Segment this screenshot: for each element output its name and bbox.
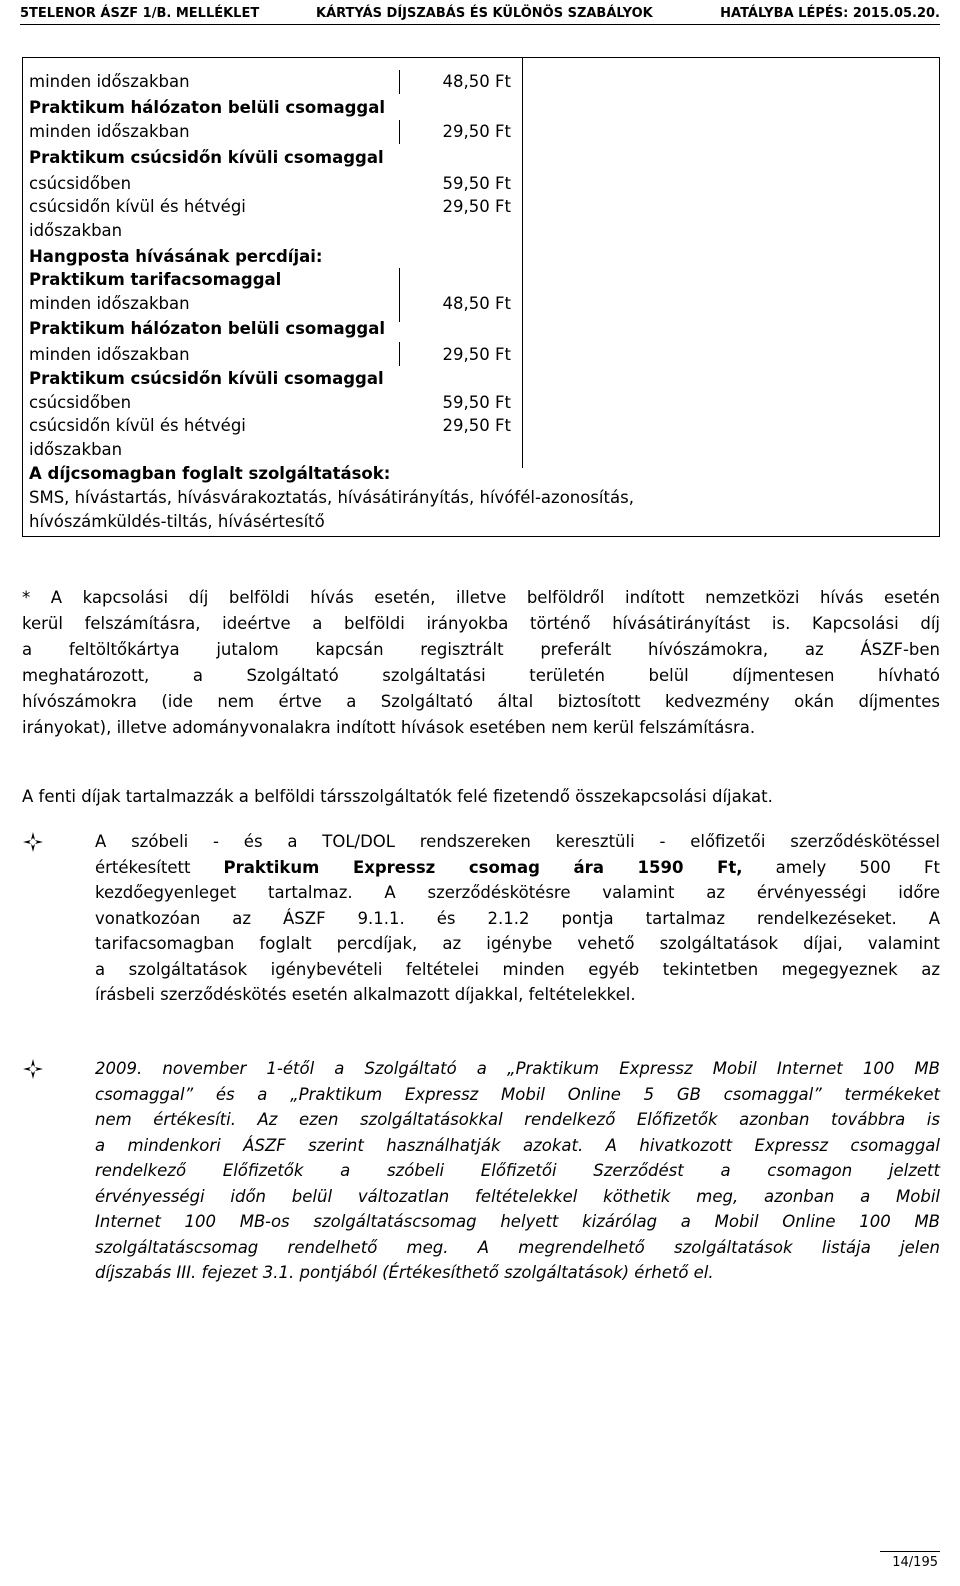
text-line: csomaggal” és a „Praktikum Expressz Mobil Online 5 GB csomaggal” termékeket [95,1084,940,1104]
table-row: SMS, hívástartás, hívásvárakoztatás, hívásátirányítás, hívófél-azonosítás, [29,488,634,507]
cell-divider [399,268,400,292]
table-row: hívószámküldés-tiltás, hívásértesítő [29,512,325,531]
table-row: időszakban [29,440,123,459]
price-cell: 48,50 Ft [442,294,511,313]
text-line: meghatározott, a Szolgáltató szolgáltatási területén belül díjmentesen hívható [22,666,940,685]
text-line: A fenti díjak tartalmazzák a belföldi társszolgáltatók felé fizetendő összekapcsolási díjakat. [22,787,773,806]
table-row: csúcsidőn kívül és hétvégi [29,197,246,216]
table-section-heading: Praktikum hálózaton belüli csomaggal [29,98,385,117]
text-fragment: amely 500 Ft [775,857,940,877]
table-section-heading: Praktikum csúcsidőn kívüli csomaggal [29,369,384,388]
footer-rule [880,1551,940,1552]
text-line: szolgáltatáscsomag rendelhető meg. A megrendelhető szolgáltatások listája jelen [95,1237,940,1257]
text-line [95,855,940,881]
text-line: díjszabás III. fejezet 3.1. pontjából (Értékesíthető szolgáltatások) érhető el. [95,1263,714,1282]
table-section-heading: Praktikum hálózaton belüli csomaggal [29,319,385,338]
text-line: vonatkozóan az ÁSZF 9.1.1. és 2.1.2 pontja tartalmaz rendelkezéseket. A [95,908,940,928]
table-row: csúcsidőben [29,174,132,193]
text-line: nem értékesíti. Az ezen szolgáltatásokkal rendelkező Előfizetők azonban továbbra is [95,1110,940,1129]
text-fragment: értékesített [95,857,191,877]
text-line: írásbeli szerződéskötés esetén alkalmazott díjakkal, feltételekkel. [95,985,636,1004]
text-line: * A kapcsolási díj belföldi hívás esetén, illetve belföldről indított nemzetközi hívás esetén [22,588,940,607]
cell-divider [399,70,400,94]
cell-divider [522,58,523,268]
text-line: rendelkező Előfizetők a szóbeli Előfizetői Szerződést a csomagon jelzett [95,1161,940,1180]
text-line: irányokat), illetve adományvonalakra indított hívások esetében nem kerül felszámításra. [22,718,756,737]
cell-divider [399,342,400,366]
table-row: minden időszakban [29,72,190,91]
diamond-bullet-icon [22,831,52,857]
price-cell: 29,50 Ft [442,416,511,435]
cell-divider [399,292,400,322]
footnote-paragraph [22,585,940,741]
text-line: A szóbeli - és a TOL/DOL rendszereken keresztüli - előfizetői szerződéskötéssel [95,832,940,851]
header-document: 5TELENOR ÁSZF 1/B. MELLÉKLET [20,6,260,21]
table-section-heading: A díjcsomagban foglalt szolgáltatások: [29,464,391,483]
text-line: Internet 100 MB-os szolgáltatáscsomag helyett kizárólag a Mobil Online 100 MB [95,1212,940,1231]
price-cell: 59,50 Ft [442,174,511,193]
page-number: 14/195 [892,1555,938,1570]
table-row: időszakban [29,221,123,240]
bullet-paragraph-internet [95,1056,940,1286]
text-line: tarifacsomagban foglalt percdíjak, az igénybe vehető szolgáltatások díjai, valamint [95,934,940,953]
price-cell: 29,50 Ft [442,122,511,141]
table-section-heading: Praktikum csúcsidőn kívüli csomaggal [29,148,384,167]
table-section-heading: Hangposta hívásának percdíjai: [29,247,323,266]
table-row: minden időszakban [29,122,190,141]
price-cell: 59,50 Ft [442,393,511,412]
page-header [20,2,940,25]
text-line: a mindenkori ÁSZF szerint használhatják azokat. A hivatkozott Expressz csomaggal [95,1135,940,1155]
interconnect-note [22,784,940,810]
text-line: kezdőegyenleget tartalmaz. A szerződéskötésre valamint az érvényességi időre [95,883,940,902]
text-line: 2009. november 1-étől a Szolgáltató a „Praktikum Expressz Mobil Internet 100 MB [95,1059,940,1078]
cell-divider [522,268,523,468]
table-section-heading: Praktikum tarifacsomaggal [29,270,282,289]
table-row: csúcsidőben [29,393,132,412]
bullet-paragraph-express [95,829,940,1008]
diamond-bullet-icon [22,1058,52,1084]
table-row: minden időszakban [29,294,190,313]
price-highlight: Praktikum Expressz csomag ára 1590 Ft, [223,857,743,877]
text-line: kerül felszámításra, ideértve a belföldi irányokba történő hívásátirányítást is. Kapcsolási díj [22,614,940,633]
price-cell: 29,50 Ft [442,197,511,216]
text-line: a szolgáltatások igénybevételi feltételei minden egyéb tekintetben megegyeznek az [95,959,940,979]
text-line: a feltöltőkártya jutalom kapcsán regisztrált preferált hívószámokra, az ÁSZF-ben [22,640,940,659]
price-cell: 29,50 Ft [442,345,511,364]
tariff-table [22,57,940,537]
header-effective-date: HATÁLYBA LÉPÉS: 2015.05.20. [720,6,940,21]
text-line: hívószámokra (ide nem értve a Szolgáltató által biztosított kedvezmény okán díjmentes [22,692,940,711]
cell-divider [399,120,400,144]
text-line: érvényességi időn belül változatlan feltételekkel köthetik meg, azonban a Mobil [95,1186,940,1206]
price-cell: 48,50 Ft [442,72,511,91]
table-row: csúcsidőn kívül és hétvégi [29,416,246,435]
header-title: KÁRTYÁS DÍJSZABÁS ÉS KÜLÖNÖS SZABÁLYOK [316,6,653,21]
table-row: minden időszakban [29,345,190,364]
